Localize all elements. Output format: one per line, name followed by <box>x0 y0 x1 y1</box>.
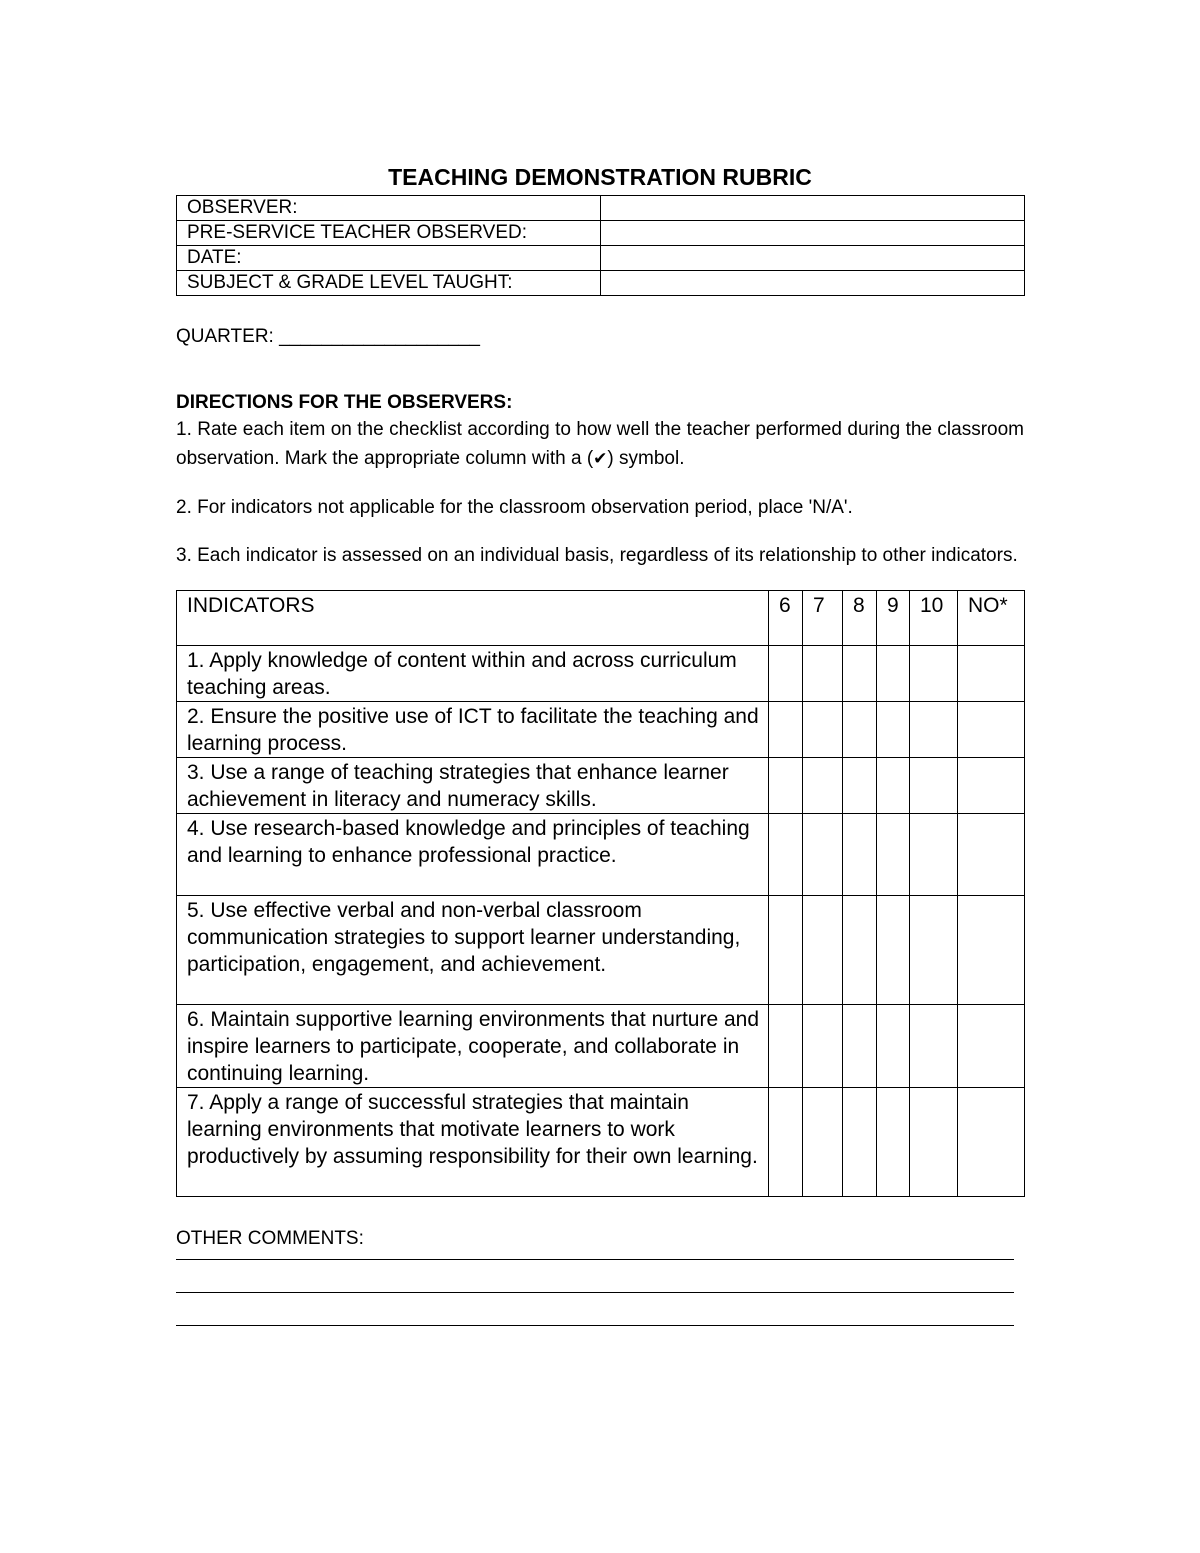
checkmark-icon: ✔ <box>593 449 608 469</box>
rubric-header-row <box>177 591 1025 646</box>
rating-cell-6[interactable] <box>769 1005 803 1088</box>
info-label-date: DATE: <box>177 246 601 271</box>
indicator-text: 2. Ensure the positive use of ICT to facilitate the teaching and learning process. <box>177 702 769 758</box>
rating-cell-9[interactable] <box>877 1005 910 1088</box>
info-label-observer: OBSERVER: <box>177 196 601 221</box>
info-value-subject[interactable] <box>601 271 1025 296</box>
rating-cell-7[interactable] <box>803 814 843 896</box>
info-value-date[interactable] <box>601 246 1025 271</box>
indicator-row <box>177 896 1025 1005</box>
rating-cell-9[interactable] <box>877 758 910 814</box>
score-header-8: 8 <box>843 591 877 646</box>
indicator-row <box>177 646 1025 702</box>
direction-item-1-text-end: ) symbol. <box>607 448 685 469</box>
indicator-text: 7. Apply a range of successful strategies that maintain learning environments that motivate learners to work productively by assuming responsibility for their own learning. <box>177 1088 769 1197</box>
comments-label: OTHER COMMENTS: <box>176 1228 364 1249</box>
document-title: TEACHING DEMONSTRATION RUBRIC <box>388 164 812 190</box>
score-header-7: 7 <box>803 591 843 646</box>
directions-heading: DIRECTIONS FOR THE OBSERVERS: <box>176 392 513 413</box>
rating-cell-8[interactable] <box>843 896 877 1005</box>
indicator-text: 1. Apply knowledge of content within and across curriculum teaching areas. <box>177 646 769 702</box>
comments-section <box>176 1227 1024 1326</box>
rating-cell-no[interactable] <box>958 1088 1025 1197</box>
rating-cell-no[interactable] <box>958 896 1025 1005</box>
score-header-9: 9 <box>877 591 910 646</box>
info-label-subject: SUBJECT & GRADE LEVEL TAUGHT: <box>177 271 601 296</box>
info-value-teacher[interactable] <box>601 221 1025 246</box>
rating-cell-8[interactable] <box>843 1088 877 1197</box>
info-row-observer <box>177 196 1025 221</box>
rating-cell-6[interactable] <box>769 646 803 702</box>
no-header: NO* <box>958 591 1025 646</box>
comment-line[interactable] <box>176 1325 1014 1326</box>
indicator-row <box>177 1088 1025 1197</box>
rating-cell-no[interactable] <box>958 1005 1025 1088</box>
rating-cell-6[interactable] <box>769 1088 803 1197</box>
rating-cell-10[interactable] <box>910 646 958 702</box>
rating-cell-no[interactable] <box>958 814 1025 896</box>
rating-cell-6[interactable] <box>769 814 803 896</box>
rating-cell-7[interactable] <box>803 758 843 814</box>
info-row-teacher <box>177 221 1025 246</box>
rating-cell-9[interactable] <box>877 702 910 758</box>
comment-line[interactable] <box>176 1259 1014 1260</box>
rating-cell-9[interactable] <box>877 1088 910 1197</box>
rating-cell-9[interactable] <box>877 814 910 896</box>
indicator-text: 6. Maintain supportive learning environments that nurture and inspire learners to participate, cooperate, and collaborate in continuing learning. <box>177 1005 769 1088</box>
info-row-date <box>177 246 1025 271</box>
indicator-row <box>177 1005 1025 1088</box>
rating-cell-6[interactable] <box>769 702 803 758</box>
rating-cell-7[interactable] <box>803 1005 843 1088</box>
rating-cell-10[interactable] <box>910 702 958 758</box>
quarter-field <box>176 325 1024 349</box>
score-header-6: 6 <box>769 591 803 646</box>
indicator-row <box>177 702 1025 758</box>
direction-item-1-text-start: 1. Rate each item on the checklist according to how well the teacher performed during the classroom observation. Mark the appropriate column with a ( <box>176 419 1024 469</box>
rating-cell-10[interactable] <box>910 758 958 814</box>
rating-cell-7[interactable] <box>803 646 843 702</box>
rating-cell-8[interactable] <box>843 814 877 896</box>
rating-cell-6[interactable] <box>769 896 803 1005</box>
rating-cell-9[interactable] <box>877 646 910 702</box>
rating-cell-no[interactable] <box>958 702 1025 758</box>
rating-cell-7[interactable] <box>803 1088 843 1197</box>
quarter-blank[interactable]: ___________________ <box>279 326 480 347</box>
rating-cell-9[interactable] <box>877 896 910 1005</box>
direction-item-2: 2. For indicators not applicable for the classroom observation period, place 'N/A'. <box>176 497 853 518</box>
observer-info-table <box>176 195 1025 296</box>
info-value-observer[interactable] <box>601 196 1025 221</box>
indicator-row <box>177 758 1025 814</box>
rating-cell-10[interactable] <box>910 814 958 896</box>
indicator-text: 4. Use research-based knowledge and principles of teaching and learning to enhance professional practice. <box>177 814 769 896</box>
indicators-header: INDICATORS <box>177 591 769 646</box>
rating-cell-7[interactable] <box>803 702 843 758</box>
indicator-text: 5. Use effective verbal and non-verbal classroom communication strategies to support learner understanding, participation, engagement, and achievement. <box>177 896 769 1005</box>
rating-cell-8[interactable] <box>843 758 877 814</box>
rating-cell-no[interactable] <box>958 758 1025 814</box>
info-row-subject <box>177 271 1025 296</box>
comment-line[interactable] <box>176 1292 1014 1293</box>
rating-cell-10[interactable] <box>910 1005 958 1088</box>
rating-cell-10[interactable] <box>910 1088 958 1197</box>
rating-cell-8[interactable] <box>843 646 877 702</box>
rating-cell-8[interactable] <box>843 1005 877 1088</box>
direction-item-3: 3. Each indicator is assessed on an individual basis, regardless of its relationship to other indicators. <box>176 545 1018 566</box>
directions-section <box>176 391 1024 570</box>
quarter-label: QUARTER: <box>176 326 274 347</box>
rating-cell-8[interactable] <box>843 702 877 758</box>
info-label-teacher: PRE-SERVICE TEACHER OBSERVED: <box>177 221 601 246</box>
rating-cell-7[interactable] <box>803 896 843 1005</box>
indicator-row <box>177 814 1025 896</box>
rating-cell-no[interactable] <box>958 646 1025 702</box>
rubric-page <box>176 160 1024 1326</box>
score-header-10: 10 <box>910 591 958 646</box>
rating-cell-10[interactable] <box>910 896 958 1005</box>
rating-cell-6[interactable] <box>769 758 803 814</box>
rubric-table <box>176 590 1025 1197</box>
direction-item-1 <box>176 415 1024 474</box>
indicator-text: 3. Use a range of teaching strategies that enhance learner achievement in literacy and numeracy skills. <box>177 758 769 814</box>
